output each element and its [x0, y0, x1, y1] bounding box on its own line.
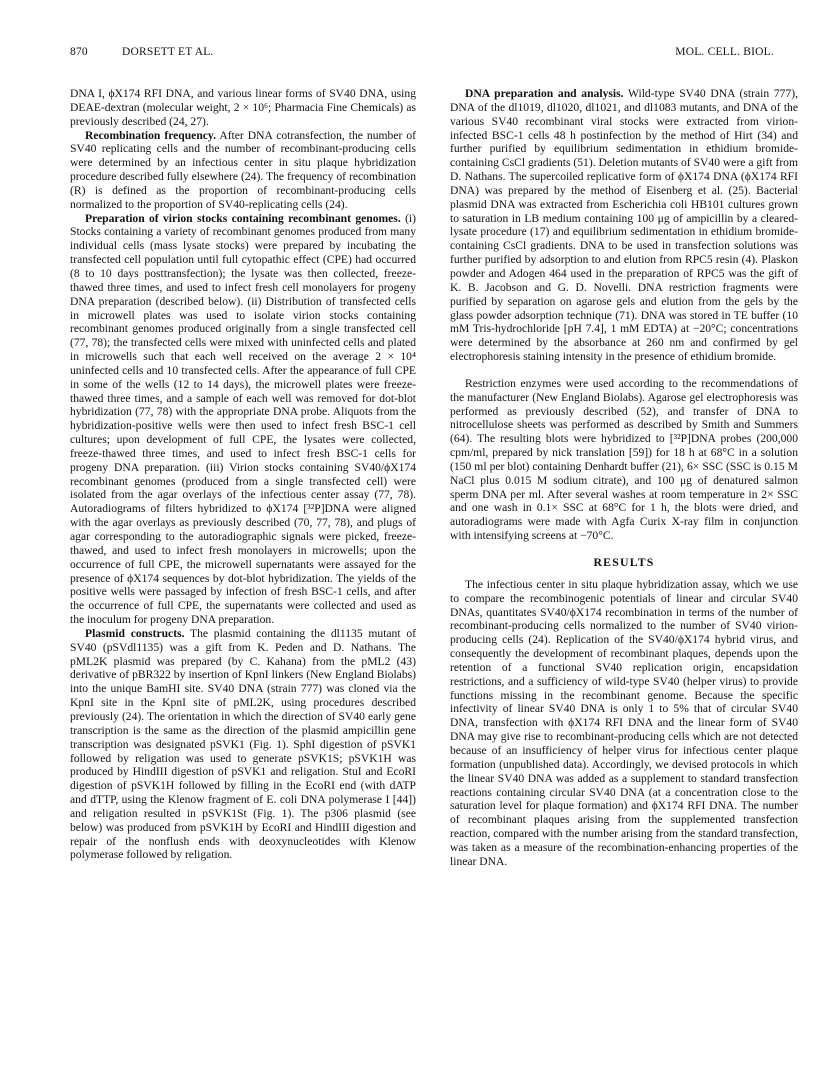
- paragraph-plasmid-constructs: [70, 627, 416, 862]
- section-title-results: RESULTS: [593, 555, 655, 569]
- paragraph-recombination-frequency: [70, 129, 416, 212]
- right-column: [450, 87, 798, 869]
- running-authors: DORSETT ET AL.: [122, 46, 214, 58]
- page-header: [70, 46, 774, 62]
- paragraph-body: (i) Stocks containing a variety of recombinant genomes produced from many individual cells (mass lysate stocks) were prepared by incubating the transfected cell population until full cytopathic effect (CPE) had occurred (8 to 10 days posttransfection); the lysate was then collected, freeze-thawed three times, and used to infect fresh cell monolayers for progeny DNA preparation (described below). (ii) Distribution of transfected cells in microwell plates was used to isolate virion stocks containing recombinant genomes produced originally from a single transfected cell (77, 78); the transfected cells were mixed with uninfected cells and plated in microwells such that each well received on the average 2 × 10⁴ uninfected cells and 10 transfected cells. After the appearance of full CPE in some of the wells (12 to 14 days), the microwell plates were freeze-thawed three times, and a sample of each well was removed for dot-blot hybridization (77, 78) with the appropriate DNA probe. Aliquots from the hybridization-positive wells were then used to infect fresh BSC-1 cell cultures; upon development of full CPE, the lysates were collected, freeze-thawed three times, and used to infect fresh BSC-1 cells for progeny DNA preparation. (iii) Virion stocks containing SV40/ϕX174 recombinant genomes (produced from a single transfected cell) were isolated from the agar overlays of the infectious center assay (77, 78). Autoradiograms of filters hybridized to ϕX174 [³²P]DNA were aligned with the agar overlays as previously described (70, 77, 78), and plugs of agar corresponding to the autoradiographic signals were picked, freeze-thawed, and used to infect fresh monolayers in microwells; upon the occurrence of full CPE, the microwell supernatants were assayed for the presence of ϕX174 sequences by dot-blot hybridization. The yields of the positive wells were passaged by infection of fresh BSC-1 cells, and after the occurrence of full CPE, the supernatants were collected and used as the inoculum for progeny DNA preparation.: [70, 211, 417, 627]
- run-in-heading: DNA preparation and analysis.: [465, 87, 624, 100]
- run-in-heading: Preparation of virion stocks containing recombinant genomes.: [85, 211, 401, 225]
- left-column: [70, 87, 416, 862]
- paragraph-restriction-enzymes: Restriction enzymes were used according to the recommendations of the manufacturer (New England Biolabs). Agarose gel electrophoresis was performed as previously described (52), and transfer of DNA to nitrocellulose sheets was performed as described by Smith and Summers (64). The resulting blots were hybridized to [³²P]DNA probes (200,000 cpm/ml, prepared by nick translation [59]) for 18 h at 68°C in a solution (150 ml per blot) containing Denhardt buffer (21), 6× SSC (SSC is 0.15 M NaCl plus 0.015 M sodium citrate), and 100 μg of denatured salmon sperm DNA per ml. After several washes at room temperature in 2× SSC and one wash in 0.1× SSC at 68°C for 1 h, the blots were dried, and autoradiograms were made with Agfa Curix X-ray film in conjunction with intensifying screens at −70°C.: [450, 376, 798, 543]
- paragraph-body: Wild-type SV40 DNA (strain 777), DNA of the dl1019, dl1020, dl1021, and dl1083 mutants, and DNA of the various SV40 recombinant viral stocks were extracted from virion-infected BSC-1 cells 48 h postinfection by the method of Hirt (34) and further purified by equilibrium sedimentation in ethidium bromide-containing CsCl gradients (51). Deletion mutants of SV40 were a gift from D. Nathans. The supercoiled replicative form of ϕX174 DNA (ϕX174 RFI DNA) was prepared by the method of Eisenberg et al. (25). Bacterial plasmid DNA was extracted from Escherichia coli HB101 cultures grown to saturation in LB medium containing 100 μg of ampicillin by a cleared-lysate procedure (17) and equilibrium sedimentation in ethidium bromide-containing CsCl gradients. DNA to be used in transfection solutions was further purified by adsorption to and elution from RPC5 resin (4). Plaskon powder and Adogen 464 used in the preparation of RPC5 was the gift of K. B. Jacobson and G. D. Novelli. DNA restriction fragments were purified by separation on agarose gels and elution from the gels by the glass powder adsorption technique (71). DNA was stored in TE buffer (10 mM Tris-hydrochloride [pH 7.4], 1 mM EDTA) at −20°C; concentrations were determined by the absorbance at 260 nm and confirmed by gel electrophoresis staining intensity in the presence of ethidium bromide.: [450, 87, 798, 364]
- paragraph-results: The infectious center in situ plaque hybridization assay, which we use to compare the recombinogenic potentials of linear and circular SV40 DNAs, quantitates SV40/ϕX174 recombination in terms of the number of recombinant-producing cells normalized to the number of SV40 virion-producing cells (24). Replication of the SV40/ϕX174 hybrid virus, and consequently the development of recombinant plaques, depends upon the retention of a functional SV40 replication origin, encapsidation restrictions, and a sufficiency of wild-type SV40 (helper virus) to provide functions missing in the recombinant genome. Because the specific infectivity of linear SV40 DNA is only 1 to 5% that of circular SV40 DNA, transfection with ϕX174 RFI DNA and the linear form of SV40 DNA may give rise to recombinant-producing cells which are not detected because of an insufficiency of helper virus for infectious center plaque formation (unpublished data). Accordingly, we devised protocols in which the linear SV40 DNA was added as a supplement to standard transfection reactions containing circular SV40 DNA (at a concentration close to the saturation level for plaque formation) and ϕX174 RFI DNA. The number of recombinant plaques arising from the supplemented transfection reaction, compared with the number arising from the standard transfection, was taken as a measure of the recombination-enhancing properties of the linear DNA.: [450, 577, 798, 868]
- paragraph-dna-preparation: [450, 87, 798, 364]
- page-number: 870: [70, 46, 88, 58]
- paragraph-body: The plasmid containing the dl1135 mutant of SV40 (pSVdl1135) was a gift from K. Peden and D. Nathans. The pML2K plasmid was prepared (by C. Kahana) from the pML2 (43) derivative of pBR322 by insertion of KpnI linkers (New England Biolabs) into the unique BamHI site. SV40 DNA (strain 777) was cloned via the KpnI site in the KpnI site of pML2K, using procedures described previously (24). The orientation in which the direction of SV40 early gene transcription is the same as the direction of the plasmid ampicillin gene transcription was designated pSVK1 (Fig. 1). SphI digestion of pSVK1 followed by religation was used to generate pSVK1S; pSVK1H was produced by HindIII digestion of pSVK1 and religation. StuI and EcoRI digestion of pSVK1H followed by filling in the EcoRI end (with dATP and dTTP, using the Klenow fragment of E. coli DNA polymerase I [44]) and religation resulted in pSVK1St (Fig. 1). The p306 plasmid (see below) was produced from pSVK1H by EcoRI and HindIII digestion and repair of the nonflush ends with deoxynucleotides with Klenow polymerase followed by religation.: [70, 626, 416, 862]
- run-in-heading: Plasmid constructs.: [85, 626, 185, 640]
- paragraph-virion-stocks: [70, 212, 416, 627]
- paragraph-continuation: DNA I, ϕX174 RFI DNA, and various linear forms of SV40 DNA, using DEAE-dextran (molecular weight, 2 × 10⁶; Pharmacia Fine Chemicals) as previously described (24, 27).: [70, 87, 416, 128]
- run-in-heading: Recombination frequency.: [85, 128, 216, 142]
- paragraph-body: After DNA cotransfection, the number of SV40 replicating cells and the number of recombinant-producing cells were determined by an infectious center in situ plaque hybridization procedure described fully elsewhere (24). The frequency of recombination (R) is defined as the proportion of recombinant-producing cells normalized to the proportion of SV40-replicating cells (24).: [70, 128, 416, 211]
- journal-name: MOL. CELL. BIOL.: [675, 46, 774, 58]
